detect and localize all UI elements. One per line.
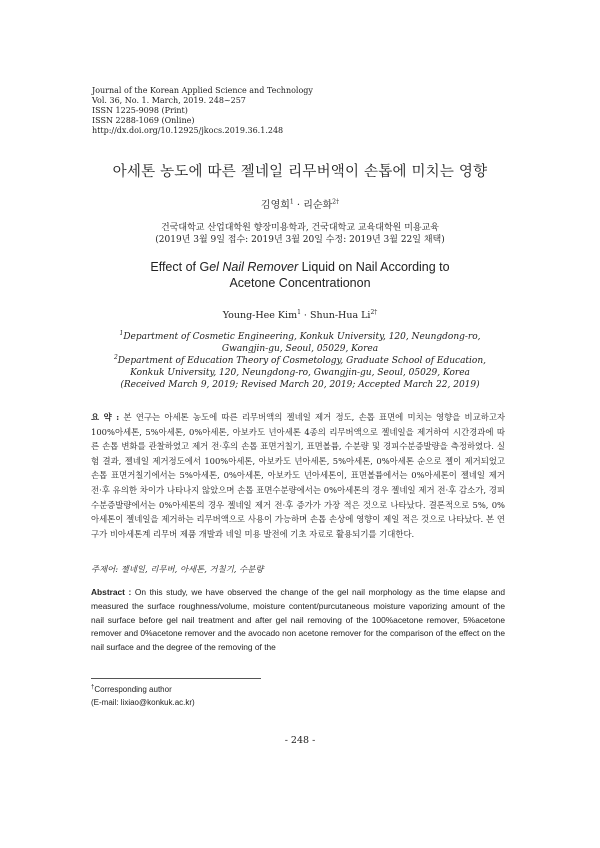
korean-dates-line: (2019년 3월 9일 접수: 2019년 3월 20일 수정: 2019년 3월 22일 채택) bbox=[155, 235, 445, 245]
footnote-divider bbox=[91, 678, 261, 679]
author-1-sup: 1 bbox=[289, 198, 294, 206]
english-abstract bbox=[91, 586, 505, 655]
english-authors bbox=[0, 310, 600, 321]
author-2-name: 리순화 bbox=[303, 200, 333, 211]
footnote-corresponding-text: Corresponding author bbox=[94, 685, 172, 694]
english-title-part-1: Effect of G bbox=[150, 260, 210, 274]
english-title-italic: el Nail Remover bbox=[209, 260, 299, 274]
korean-title: 아세톤 농도에 따른 젤네일 리무버액이 손톱에 미치는 영향 bbox=[112, 164, 488, 180]
english-title-line-2: Acetone Concentrationon bbox=[229, 276, 371, 290]
author-separator: · bbox=[293, 200, 304, 211]
korean-abstract-text: 본 연구는 아세톤 농도에 따른 리무버액의 젤네일 제거 정도, 손톱 표면에 미치는 영향을 비교하고자 100%아세톤, 5%아세톤, 0%아세톤, 아보카도 넌아세톤 4종의 리무버액으로 젤네일을 제거하여 시간경과에 따른 손톱 변화를 관찰하였고 제거 전·후의 손톱 표면거칠기, 표면볼륨, 수분량 및 경피수분증발량을 측정하였다. 실험 결과, 젤네일 제거정도에서 100%아세톤, 아보카도 넌아세톤, 5%아세톤, 0%아세톤 순으로 젤이 제거되었고 손톱 표면거칠기에서는 5%아세톤, 0%아세톤, 아보카도 넌아세톤이, 표면볼륨에서는 0%아세톤이 젤네일 제거 전·후 유의한 차이가 나타나지 않았으며 손톱 표면수분량에서는 0%아세톤의 경우 젤네일 제거 전·후 감소가, 경피수분증발량에서는 0%아세톤의 경우 젤네일 제거 전·후 증가가 가장 적은 것으로 나타났다. 결론적으로 5%, 0%아세톤이 젤네일을 제거하는 리무버액으로 사용이 가능하며 손톱 손상에 영향이 제일 적은 것으로 나타났다. 본 연구가 비아세톤계 리무버 제품 개발과 네일 미용 발전에 기초 자료로 활용되기를 기대한다. bbox=[91, 412, 505, 539]
english-title-part-3: Liquid on Nail According to bbox=[298, 260, 450, 274]
author-1-name: 김영희 bbox=[260, 200, 290, 211]
author-1-name-en: Young-Hee Kim bbox=[222, 310, 298, 321]
korean-affiliation bbox=[0, 222, 600, 246]
english-abstract-label: Abstract : bbox=[91, 587, 132, 597]
english-affiliation bbox=[0, 331, 600, 391]
affiliation-1-sup: 1 bbox=[119, 330, 124, 337]
journal-doi-link[interactable]: http://dx.doi.org/10.12925/jkocs.2019.36.1.248 bbox=[92, 126, 284, 135]
korean-authors bbox=[0, 196, 600, 211]
english-title-line-1 bbox=[0, 259, 600, 275]
affiliation-1-text: Department of Cosmetic Engineering, Konkuk University, 120, Neungdong-ro, bbox=[123, 332, 481, 342]
journal-issn-print: ISSN 1225-9098 (Print) bbox=[92, 106, 188, 115]
received-dates: (Received March 9, 2019; Revised March 20, 2019; Accepted March 22, 2019) bbox=[120, 380, 480, 390]
affiliation-2-line-1 bbox=[0, 355, 600, 367]
footnote-corresponding bbox=[91, 683, 195, 696]
affiliation-1-line-2: Gwangjin-gu, Seoul, 05029, Korea bbox=[221, 344, 379, 354]
korean-affiliation-line: 건국대학교 산업대학원 향장미용학과, 건국대학교 교육대학원 미용교육 bbox=[161, 223, 439, 233]
english-title bbox=[0, 259, 600, 291]
author-2-sup-en: 2† bbox=[370, 308, 378, 316]
journal-name: Journal of the Korean Applied Science and Technology bbox=[92, 86, 313, 95]
korean-abstract-label: 요 약 : bbox=[91, 412, 120, 422]
journal-issn-online: ISSN 2288-1069 (Online) bbox=[92, 116, 195, 125]
journal-info bbox=[92, 86, 313, 136]
affiliation-1-line-1 bbox=[0, 331, 600, 343]
korean-abstract bbox=[91, 410, 505, 541]
author-1-sup-en: 1 bbox=[297, 308, 301, 316]
author-2-sup: 2† bbox=[332, 198, 340, 206]
affiliation-2-text: Department of Education Theory of Cosmetology, Graduate School of Education, bbox=[117, 356, 487, 366]
author-separator-en: · bbox=[300, 310, 310, 321]
affiliation-2-sup: 2 bbox=[113, 354, 118, 361]
affiliation-2-line-2: Konkuk University, 120, Neungdong-ro, Gwangjin-gu, Seoul, 05029, Korea bbox=[130, 368, 470, 378]
page-number: - 248 - bbox=[284, 735, 316, 746]
footnote-email[interactable]: (E-mail: lixiao@konkuk.ac.kr) bbox=[91, 698, 195, 707]
korean-keywords: 주제어: 젤네일, 리무버, 아세톤, 거칠기, 수분량 bbox=[91, 564, 264, 574]
english-abstract-text: On this study, we have observed the change of the gel nail morphology as the time elapse and measured the surface roughness/volume, moisture content/purcutaneous moisture vaporizing amount of the nail surface before gel nail treatment and after gel nail removing of the 100%acetone remover, 5%acetone remover and 0%acetone remover and the avocado non acetone remover for the comparison of the effect on the nail surface and the degree of the removing of the bbox=[91, 587, 506, 653]
footnote bbox=[91, 683, 195, 709]
author-2-name-en: Shun-Hua Li bbox=[309, 310, 371, 321]
journal-volume: Vol. 36, No. 1. March, 2019. 248~257 bbox=[92, 96, 246, 105]
dagger-mark: † bbox=[91, 684, 95, 691]
